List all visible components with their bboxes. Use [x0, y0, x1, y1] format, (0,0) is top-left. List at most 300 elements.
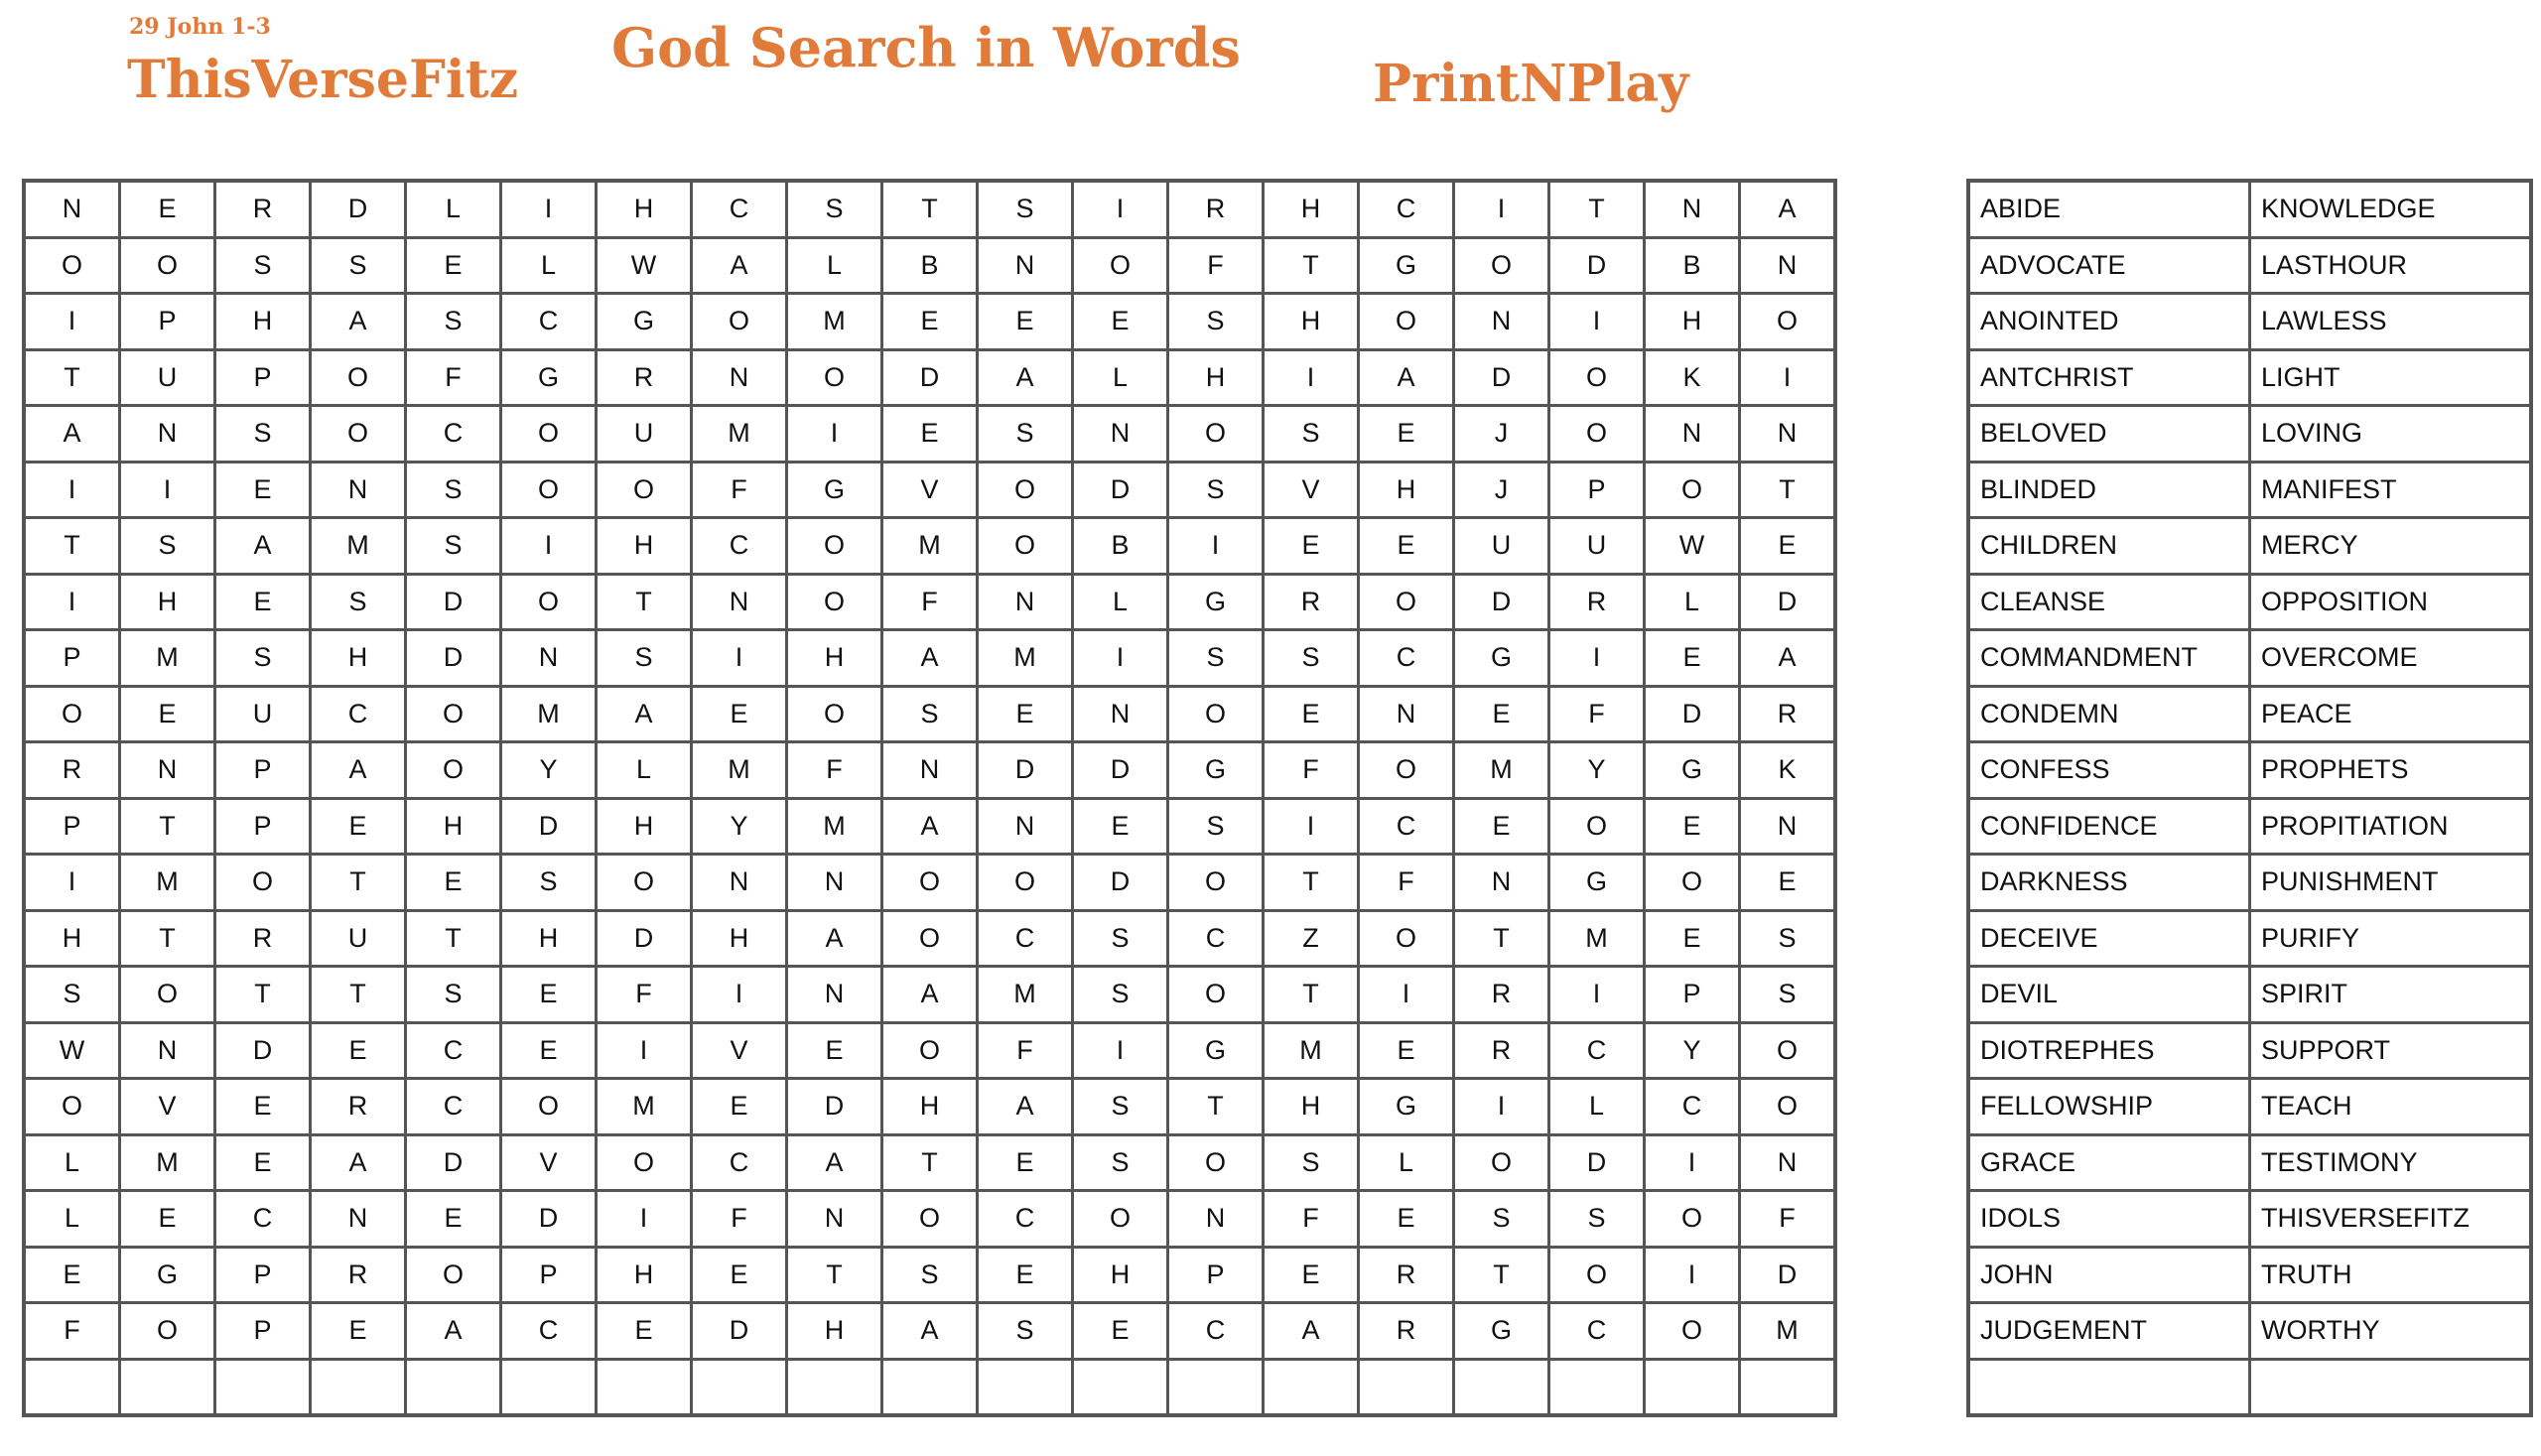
grid-cell[interactable]: D [1740, 574, 1836, 630]
grid-cell[interactable]: O [978, 462, 1073, 518]
grid-cell[interactable]: N [311, 462, 406, 518]
grid-cell[interactable]: E [1359, 1191, 1454, 1248]
grid-cell[interactable]: T [1264, 855, 1359, 911]
grid-cell[interactable]: H [597, 1247, 692, 1303]
grid-cell[interactable]: O [882, 1022, 978, 1079]
grid-cell[interactable]: S [978, 406, 1073, 463]
grid-cell[interactable]: O [501, 406, 597, 463]
grid-cell[interactable]: D [978, 742, 1073, 799]
grid-cell[interactable]: N [692, 349, 787, 406]
grid-cell[interactable]: V [692, 1022, 787, 1079]
grid-cell[interactable]: G [120, 1247, 215, 1303]
grid-cell[interactable]: T [311, 855, 406, 911]
grid-cell[interactable]: C [1549, 1303, 1645, 1360]
grid-cell[interactable]: T [882, 181, 978, 237]
grid-cell[interactable]: S [1168, 630, 1264, 687]
grid-cell[interactable]: Y [692, 798, 787, 855]
grid-cell[interactable]: O [597, 855, 692, 911]
grid-cell[interactable]: P [215, 798, 311, 855]
grid-cell[interactable]: H [597, 518, 692, 575]
grid-cell[interactable]: N [1740, 237, 1836, 294]
grid-cell[interactable]: A [1264, 1303, 1359, 1360]
grid-cell[interactable]: S [215, 406, 311, 463]
grid-cell[interactable]: G [597, 294, 692, 350]
grid-cell[interactable]: O [406, 686, 501, 742]
grid-cell[interactable]: S [406, 462, 501, 518]
grid-cell[interactable]: E [1740, 855, 1836, 911]
grid-cell[interactable]: N [1454, 855, 1549, 911]
grid-cell[interactable]: I [692, 967, 787, 1023]
grid-cell[interactable]: T [1264, 237, 1359, 294]
grid-cell[interactable]: O [1740, 1022, 1836, 1079]
grid-cell[interactable]: G [1168, 742, 1264, 799]
grid-cell[interactable]: O [1359, 910, 1454, 967]
grid-cell[interactable]: M [882, 518, 978, 575]
grid-cell[interactable]: D [1454, 574, 1549, 630]
grid-cell[interactable]: E [311, 1022, 406, 1079]
grid-cell[interactable]: M [787, 294, 882, 350]
grid-cell[interactable]: M [501, 686, 597, 742]
grid-cell[interactable]: P [215, 349, 311, 406]
grid-cell[interactable]: C [1168, 1303, 1264, 1360]
grid-cell[interactable]: A [882, 630, 978, 687]
grid-cell[interactable]: C [501, 294, 597, 350]
grid-cell[interactable]: O [120, 1303, 215, 1360]
grid-cell[interactable]: R [1168, 181, 1264, 237]
grid-cell[interactable]: S [882, 1247, 978, 1303]
grid-cell[interactable]: H [787, 630, 882, 687]
grid-cell[interactable]: O [692, 294, 787, 350]
grid-cell[interactable]: E [787, 1022, 882, 1079]
grid-cell[interactable]: A [692, 237, 787, 294]
grid-cell[interactable]: R [215, 910, 311, 967]
grid-cell[interactable]: S [1264, 1134, 1359, 1191]
grid-cell[interactable]: C [406, 406, 501, 463]
grid-cell[interactable]: I [1549, 630, 1645, 687]
grid-cell[interactable]: G [1645, 742, 1740, 799]
grid-cell[interactable]: A [882, 967, 978, 1023]
grid-cell[interactable]: D [1073, 462, 1168, 518]
grid-cell[interactable]: I [1454, 181, 1549, 237]
grid-cell[interactable]: H [597, 181, 692, 237]
grid-cell[interactable]: A [1740, 630, 1836, 687]
grid-cell[interactable]: M [978, 630, 1073, 687]
grid-cell[interactable]: N [978, 237, 1073, 294]
grid-cell[interactable]: S [597, 630, 692, 687]
grid-cell[interactable]: D [406, 574, 501, 630]
grid-cell[interactable] [1454, 1359, 1549, 1415]
grid-cell[interactable]: M [692, 406, 787, 463]
grid-cell[interactable]: L [1073, 574, 1168, 630]
grid-cell[interactable]: S [1454, 1191, 1549, 1248]
grid-cell[interactable] [787, 1359, 882, 1415]
grid-cell[interactable]: C [1359, 181, 1454, 237]
grid-cell[interactable]: O [597, 462, 692, 518]
grid-cell[interactable]: M [1454, 742, 1549, 799]
grid-cell[interactable]: E [692, 686, 787, 742]
grid-cell[interactable]: O [406, 1247, 501, 1303]
grid-cell[interactable]: N [978, 574, 1073, 630]
grid-cell[interactable]: E [406, 855, 501, 911]
grid-cell[interactable]: I [1264, 798, 1359, 855]
grid-cell[interactable]: O [1168, 1134, 1264, 1191]
grid-cell[interactable]: S [120, 518, 215, 575]
grid-cell[interactable]: E [215, 462, 311, 518]
grid-cell[interactable]: O [1645, 1303, 1740, 1360]
grid-cell[interactable]: O [1454, 237, 1549, 294]
grid-cell[interactable]: O [787, 574, 882, 630]
grid-cell[interactable]: O [787, 518, 882, 575]
grid-cell[interactable]: T [24, 349, 120, 406]
grid-cell[interactable] [692, 1359, 787, 1415]
grid-cell[interactable]: F [882, 574, 978, 630]
grid-cell[interactable]: O [120, 237, 215, 294]
grid-cell[interactable]: I [1740, 349, 1836, 406]
grid-cell[interactable]: H [1645, 294, 1740, 350]
grid-cell[interactable]: P [1168, 1247, 1264, 1303]
grid-cell[interactable]: N [1359, 686, 1454, 742]
grid-cell[interactable]: N [692, 574, 787, 630]
grid-cell[interactable]: N [1454, 294, 1549, 350]
grid-cell[interactable]: G [1168, 1022, 1264, 1079]
grid-cell[interactable]: A [1359, 349, 1454, 406]
grid-cell[interactable]: H [1264, 1079, 1359, 1135]
grid-cell[interactable]: R [311, 1247, 406, 1303]
grid-cell[interactable]: O [1359, 294, 1454, 350]
grid-cell[interactable]: D [787, 1079, 882, 1135]
grid-cell[interactable]: O [1359, 574, 1454, 630]
grid-cell[interactable]: L [1073, 349, 1168, 406]
grid-cell[interactable]: W [597, 237, 692, 294]
grid-cell[interactable]: O [1454, 1134, 1549, 1191]
grid-cell[interactable]: H [1359, 462, 1454, 518]
grid-cell[interactable]: C [1359, 630, 1454, 687]
grid-cell[interactable]: O [1168, 686, 1264, 742]
grid-cell[interactable]: E [24, 1247, 120, 1303]
grid-cell[interactable]: D [406, 630, 501, 687]
grid-cell[interactable]: L [406, 181, 501, 237]
grid-cell[interactable]: N [311, 1191, 406, 1248]
grid-cell[interactable]: O [597, 1134, 692, 1191]
grid-cell[interactable]: W [24, 1022, 120, 1079]
grid-cell[interactable]: E [1359, 1022, 1454, 1079]
grid-cell[interactable]: O [120, 967, 215, 1023]
grid-cell[interactable]: N [1740, 1134, 1836, 1191]
grid-cell[interactable]: S [311, 574, 406, 630]
grid-cell[interactable]: S [1264, 630, 1359, 687]
grid-cell[interactable]: N [1740, 798, 1836, 855]
grid-cell[interactable]: F [597, 967, 692, 1023]
grid-cell[interactable]: O [1740, 1079, 1836, 1135]
grid-cell[interactable]: I [1454, 1079, 1549, 1135]
grid-cell[interactable]: F [787, 742, 882, 799]
grid-cell[interactable]: L [1645, 574, 1740, 630]
grid-cell[interactable]: T [1454, 910, 1549, 967]
grid-cell[interactable]: C [1168, 910, 1264, 967]
grid-cell[interactable]: O [1645, 855, 1740, 911]
grid-cell[interactable]: N [1073, 406, 1168, 463]
grid-cell[interactable]: T [215, 967, 311, 1023]
grid-cell[interactable]: N [978, 798, 1073, 855]
grid-cell[interactable]: L [787, 237, 882, 294]
grid-cell[interactable]: G [1454, 630, 1549, 687]
grid-cell[interactable]: C [692, 181, 787, 237]
grid-cell[interactable]: D [406, 1134, 501, 1191]
grid-cell[interactable]: T [120, 798, 215, 855]
grid-cell[interactable]: B [1645, 237, 1740, 294]
grid-cell[interactable]: E [120, 1191, 215, 1248]
grid-cell[interactable]: M [1549, 910, 1645, 967]
grid-cell[interactable]: O [1168, 406, 1264, 463]
grid-cell[interactable]: H [120, 574, 215, 630]
grid-cell[interactable]: A [978, 1079, 1073, 1135]
grid-cell[interactable]: E [1740, 518, 1836, 575]
grid-cell[interactable]: O [1549, 798, 1645, 855]
grid-cell[interactable] [1645, 1359, 1740, 1415]
grid-cell[interactable]: O [1168, 967, 1264, 1023]
grid-cell[interactable]: E [501, 1022, 597, 1079]
grid-cell[interactable]: T [787, 1247, 882, 1303]
grid-cell[interactable]: N [692, 855, 787, 911]
grid-cell[interactable]: T [406, 910, 501, 967]
grid-cell[interactable]: S [311, 237, 406, 294]
grid-cell[interactable]: E [120, 181, 215, 237]
grid-cell[interactable]: O [1549, 349, 1645, 406]
grid-cell[interactable] [1549, 1359, 1645, 1415]
grid-cell[interactable]: C [1645, 1079, 1740, 1135]
grid-cell[interactable]: I [1549, 967, 1645, 1023]
grid-cell[interactable]: H [692, 910, 787, 967]
grid-cell[interactable]: I [597, 1191, 692, 1248]
grid-cell[interactable]: N [1073, 686, 1168, 742]
grid-cell[interactable]: I [501, 518, 597, 575]
grid-cell[interactable]: N [24, 181, 120, 237]
grid-cell[interactable]: A [787, 1134, 882, 1191]
grid-cell[interactable]: R [1454, 967, 1549, 1023]
grid-cell[interactable] [215, 1359, 311, 1415]
grid-cell[interactable]: D [215, 1022, 311, 1079]
grid-cell[interactable]: I [24, 294, 120, 350]
grid-cell[interactable]: H [215, 294, 311, 350]
grid-cell[interactable]: C [215, 1191, 311, 1248]
grid-cell[interactable]: B [1073, 518, 1168, 575]
grid-cell[interactable]: P [215, 742, 311, 799]
grid-cell[interactable]: N [1168, 1191, 1264, 1248]
grid-cell[interactable]: S [882, 686, 978, 742]
grid-cell[interactable]: E [215, 1079, 311, 1135]
grid-cell[interactable]: J [1454, 462, 1549, 518]
grid-cell[interactable]: H [882, 1079, 978, 1135]
grid-cell[interactable]: E [1073, 294, 1168, 350]
grid-cell[interactable]: G [501, 349, 597, 406]
grid-cell[interactable]: S [501, 855, 597, 911]
grid-cell[interactable]: E [978, 686, 1073, 742]
grid-cell[interactable]: S [787, 181, 882, 237]
grid-cell[interactable]: D [1073, 742, 1168, 799]
grid-cell[interactable]: H [597, 798, 692, 855]
grid-cell[interactable]: O [1645, 1191, 1740, 1248]
grid-cell[interactable]: G [1549, 855, 1645, 911]
grid-cell[interactable]: A [215, 518, 311, 575]
grid-cell[interactable]: O [24, 1079, 120, 1135]
grid-cell[interactable]: H [1073, 1247, 1168, 1303]
grid-cell[interactable]: E [692, 1079, 787, 1135]
grid-cell[interactable]: O [978, 855, 1073, 911]
grid-cell[interactable]: O [311, 349, 406, 406]
grid-cell[interactable]: S [215, 630, 311, 687]
grid-cell[interactable]: S [215, 237, 311, 294]
grid-cell[interactable]: D [692, 1303, 787, 1360]
grid-cell[interactable]: E [1073, 1303, 1168, 1360]
grid-cell[interactable]: T [120, 910, 215, 967]
grid-cell[interactable]: U [1549, 518, 1645, 575]
grid-cell[interactable]: H [501, 910, 597, 967]
grid-cell[interactable]: N [1645, 406, 1740, 463]
grid-cell[interactable]: T [1549, 181, 1645, 237]
grid-cell[interactable]: Z [1264, 910, 1359, 967]
grid-cell[interactable]: L [597, 742, 692, 799]
grid-cell[interactable]: N [120, 406, 215, 463]
grid-cell[interactable]: B [882, 237, 978, 294]
grid-cell[interactable]: P [24, 630, 120, 687]
grid-cell[interactable]: O [1740, 294, 1836, 350]
grid-cell[interactable]: S [1264, 406, 1359, 463]
grid-cell[interactable]: I [24, 574, 120, 630]
grid-cell[interactable]: R [1740, 686, 1836, 742]
grid-cell[interactable]: J [1454, 406, 1549, 463]
grid-cell[interactable]: O [24, 237, 120, 294]
grid-cell[interactable]: R [1549, 574, 1645, 630]
grid-cell[interactable]: T [1168, 1079, 1264, 1135]
grid-cell[interactable]: O [1359, 742, 1454, 799]
grid-cell[interactable]: F [692, 462, 787, 518]
grid-cell[interactable]: T [311, 967, 406, 1023]
grid-cell[interactable] [882, 1359, 978, 1415]
grid-cell[interactable]: E [311, 1303, 406, 1360]
grid-cell[interactable]: M [120, 855, 215, 911]
grid-cell[interactable]: M [978, 967, 1073, 1023]
grid-cell[interactable]: F [24, 1303, 120, 1360]
grid-cell[interactable]: O [501, 1079, 597, 1135]
grid-cell[interactable]: R [24, 742, 120, 799]
grid-cell[interactable]: F [1549, 686, 1645, 742]
grid-cell[interactable]: C [406, 1022, 501, 1079]
grid-cell[interactable]: E [597, 1303, 692, 1360]
grid-cell[interactable]: L [1549, 1079, 1645, 1135]
grid-cell[interactable]: I [1359, 967, 1454, 1023]
grid-cell[interactable]: E [1264, 518, 1359, 575]
grid-cell[interactable] [1073, 1359, 1168, 1415]
grid-cell[interactable]: F [1168, 237, 1264, 294]
grid-cell[interactable]: O [1073, 237, 1168, 294]
grid-cell[interactable]: E [1645, 630, 1740, 687]
grid-cell[interactable]: U [597, 406, 692, 463]
grid-cell[interactable]: T [882, 1134, 978, 1191]
grid-cell[interactable]: N [882, 742, 978, 799]
grid-cell[interactable]: R [215, 181, 311, 237]
grid-cell[interactable]: I [1073, 630, 1168, 687]
grid-cell[interactable]: D [882, 349, 978, 406]
grid-cell[interactable]: M [120, 1134, 215, 1191]
grid-cell[interactable]: G [1359, 237, 1454, 294]
grid-cell[interactable]: R [1264, 574, 1359, 630]
grid-cell[interactable]: S [978, 1303, 1073, 1360]
grid-cell[interactable]: O [1168, 855, 1264, 911]
grid-cell[interactable]: F [692, 1191, 787, 1248]
grid-cell[interactable]: P [24, 798, 120, 855]
grid-cell[interactable]: I [24, 462, 120, 518]
grid-cell[interactable]: V [1264, 462, 1359, 518]
grid-cell[interactable]: D [597, 910, 692, 967]
grid-cell[interactable]: I [692, 630, 787, 687]
grid-cell[interactable]: A [406, 1303, 501, 1360]
grid-cell[interactable]: O [501, 462, 597, 518]
grid-cell[interactable] [1359, 1359, 1454, 1415]
grid-cell[interactable]: L [24, 1191, 120, 1248]
grid-cell[interactable]: O [1645, 462, 1740, 518]
grid-cell[interactable]: T [24, 518, 120, 575]
grid-cell[interactable]: P [1549, 462, 1645, 518]
grid-cell[interactable] [1168, 1359, 1264, 1415]
grid-cell[interactable]: I [1645, 1247, 1740, 1303]
grid-cell[interactable]: E [1454, 686, 1549, 742]
grid-cell[interactable]: V [882, 462, 978, 518]
grid-cell[interactable]: E [978, 1134, 1073, 1191]
grid-cell[interactable]: E [501, 967, 597, 1023]
grid-cell[interactable]: U [215, 686, 311, 742]
grid-cell[interactable]: E [1073, 798, 1168, 855]
grid-cell[interactable]: O [1549, 406, 1645, 463]
grid-cell[interactable]: D [311, 181, 406, 237]
grid-cell[interactable] [1740, 1359, 1836, 1415]
grid-cell[interactable]: S [1168, 798, 1264, 855]
grid-cell[interactable]: G [1168, 574, 1264, 630]
grid-cell[interactable]: S [1549, 1191, 1645, 1248]
grid-cell[interactable]: T [1264, 967, 1359, 1023]
grid-cell[interactable]: M [692, 742, 787, 799]
grid-cell[interactable]: C [1359, 798, 1454, 855]
grid-cell[interactable]: E [1454, 798, 1549, 855]
grid-cell[interactable]: F [1264, 1191, 1359, 1248]
grid-cell[interactable]: C [692, 1134, 787, 1191]
grid-cell[interactable]: K [1645, 349, 1740, 406]
grid-cell[interactable]: G [787, 462, 882, 518]
grid-cell[interactable]: S [1168, 294, 1264, 350]
grid-cell[interactable]: E [120, 686, 215, 742]
grid-cell[interactable]: P [1645, 967, 1740, 1023]
grid-cell[interactable]: O [501, 574, 597, 630]
grid-cell[interactable]: A [1740, 181, 1836, 237]
grid-cell[interactable]: C [978, 1191, 1073, 1248]
grid-cell[interactable]: N [787, 1191, 882, 1248]
grid-cell[interactable]: L [501, 237, 597, 294]
grid-cell[interactable]: C [692, 518, 787, 575]
grid-cell[interactable]: P [501, 1247, 597, 1303]
grid-cell[interactable]: Y [1549, 742, 1645, 799]
grid-cell[interactable]: H [24, 910, 120, 967]
grid-cell[interactable]: O [882, 855, 978, 911]
grid-cell[interactable]: F [406, 349, 501, 406]
grid-cell[interactable] [24, 1359, 120, 1415]
grid-cell[interactable]: E [978, 1247, 1073, 1303]
grid-cell[interactable]: E [1264, 1247, 1359, 1303]
grid-cell[interactable]: D [1645, 686, 1740, 742]
grid-cell[interactable]: S [406, 967, 501, 1023]
grid-cell[interactable] [597, 1359, 692, 1415]
grid-cell[interactable]: E [978, 294, 1073, 350]
grid-cell[interactable] [311, 1359, 406, 1415]
grid-cell[interactable]: H [1168, 349, 1264, 406]
